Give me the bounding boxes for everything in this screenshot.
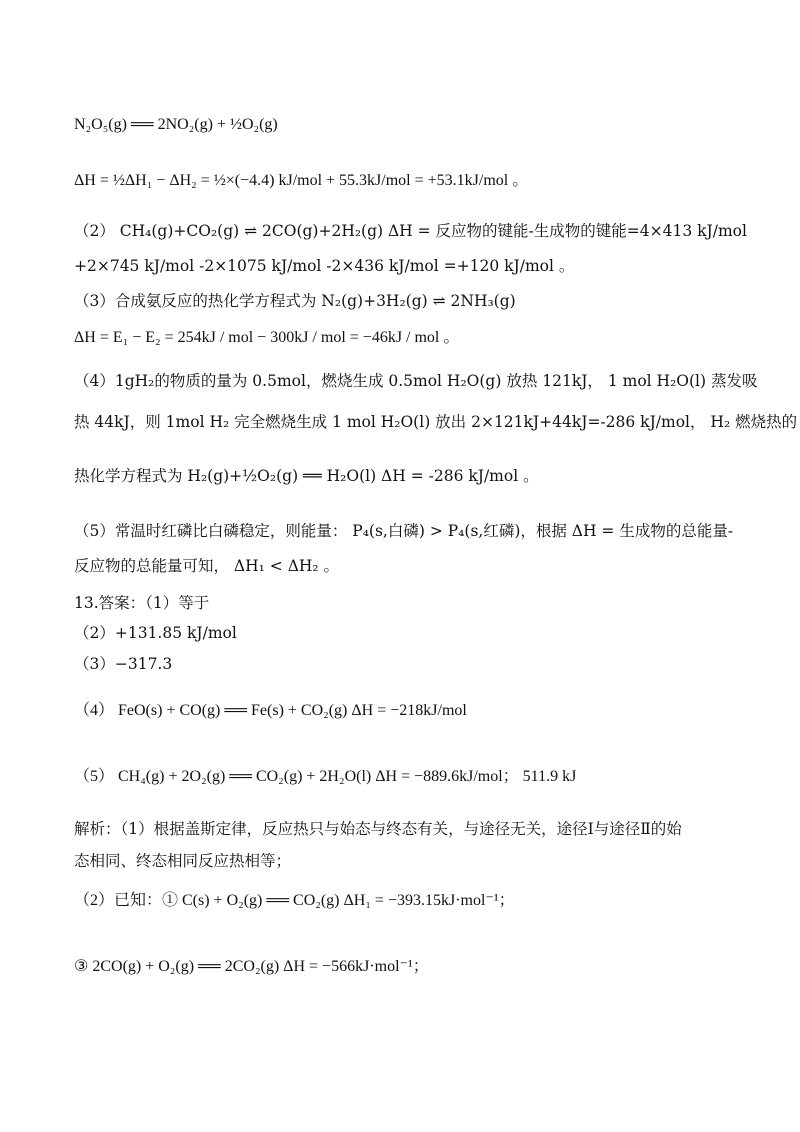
part-5-line-2: 反应物的总能量可知， ΔH₁ < ΔH₂ 。 [74, 557, 340, 575]
part-2-result: +2×745 kJ/mol -2×1075 kJ/mol -2×436 kJ/mol =+120 kJ/mol 。 [74, 257, 575, 275]
answer-13-heading: 13.答案：（1）等于 [74, 594, 210, 612]
delta-h-calculation: ΔH = ½ΔH₁ − ΔH₂ = ½×(−4.4) kJ/mol + 55.3kJ/mol = +53.1kJ/mol 。 [74, 172, 529, 189]
part-3-equation: （3）合成氨反应的热化学方程式为 N₂(g)+3H₂(g) ⇌ 2NH₃(g) [74, 292, 516, 310]
part-2-bond-energy: （2） CH₄(g)+CO₂(g) ⇌ 2CO(g)+2H₂(g) ΔH = 反应物的键能-生成物的键能=4×413 kJ/mol [74, 222, 747, 240]
analysis-line-2: 态相同、终态相同反应热相等； [74, 852, 292, 870]
known-equation-3: ③ 2CO(g) + O₂(g) ══ 2CO₂(g) ΔH = −566kJ·mol⁻¹； [74, 958, 429, 975]
answer-13-part-3: （3）−317.3 [74, 655, 173, 673]
part-4-equation: 热化学方程式为 H₂(g)+½O₂(g) ══ H₂O(l) ΔH = -286 kJ/mol 。 [74, 467, 539, 485]
part-4-line-1: （4）1gH₂的物质的量为 0.5mol，燃烧生成 0.5mol H₂O(g) 放热 121kJ， 1 mol H₂O(l) 蒸发吸 [74, 372, 758, 390]
answer-13-part-2: （2）+131.85 kJ/mol [74, 624, 237, 642]
known-equation-1: （2）已知：① C(s) + O₂(g) ══ CO₂(g) ΔH₁ = −393.15kJ·mol⁻¹； [74, 892, 515, 909]
analysis-line-1: 解析：（1）根据盖斯定律，反应热只与始态与终态有关，与途径无关，途径Ⅰ与途径Ⅱ的始 [74, 820, 682, 838]
part-4-line-2: 热 44kJ，则 1mol H₂ 完全燃烧生成 1 mol H₂O(l) 放出 2×121kJ+44kJ=-286 kJ/mol， H₂ 燃烧热的 [74, 413, 798, 431]
reaction-equation-n2o5: N₂O₅(g) ══ 2NO₂(g) + ½O₂(g) [74, 116, 278, 133]
part-5-line-1: （5）常温时红磷比白磷稳定，则能量： P₄(s,白磷) > P₄(s,红磷)，根据 ΔH = 生成物的总能量- [74, 522, 734, 540]
part-3-delta-h: ΔH = E₁ − E₂ = 254kJ / mol − 300kJ / mol = −46kJ / mol 。 [74, 329, 460, 346]
answer-13-part-4: （4） FeO(s) + CO(g) ══ Fe(s) + CO₂(g) ΔH = −218kJ/mol [74, 702, 467, 719]
answer-13-part-5: （5） CH₄(g) + 2O₂(g) ══ CO₂(g) + 2H₂O(l) ΔH = −889.6kJ/mol； 511.9 kJ [74, 768, 577, 785]
